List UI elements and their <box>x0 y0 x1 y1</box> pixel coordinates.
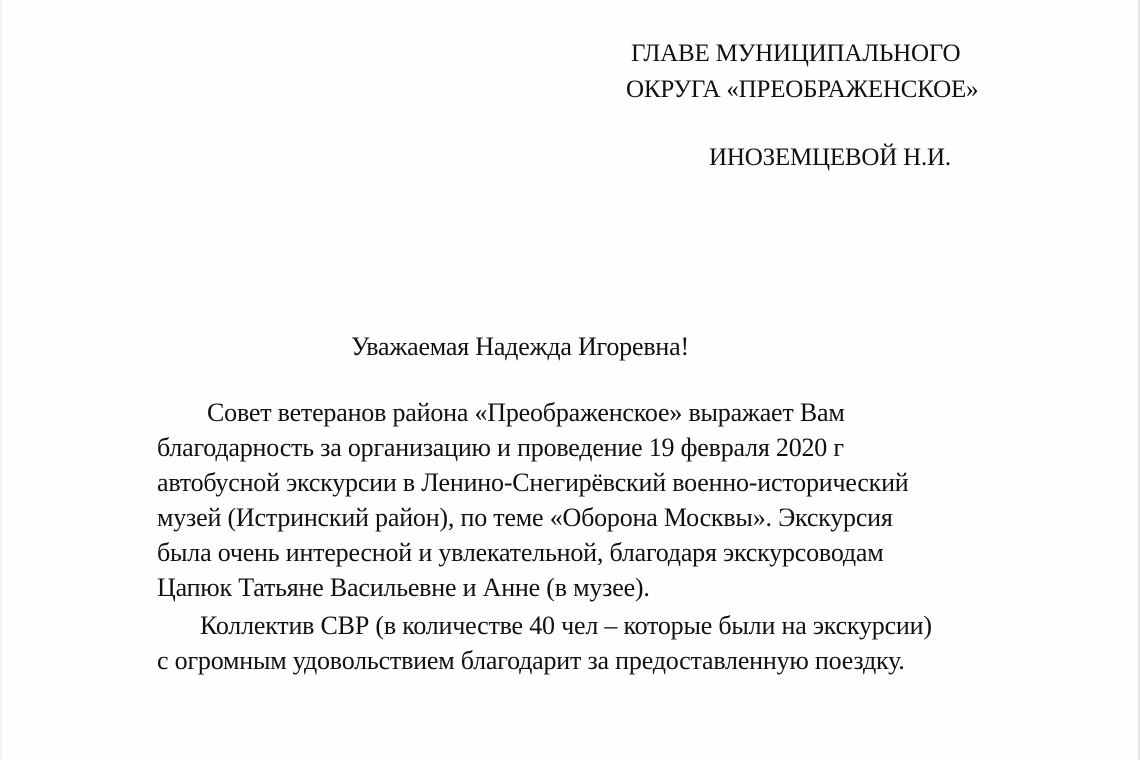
paragraph-2-line-2: с огромным удовольствием благодарит за предоставленную поездку. <box>157 646 905 675</box>
salutation: Уважаемая Надежда Игоревна! <box>351 332 689 361</box>
addressee-line-1: ГЛАВЕ МУНИЦИПАЛЬНОГО <box>631 40 961 67</box>
paragraph-1-line-3: автобусной экскурсии в Ленино-Снегирёвский военно-исторический <box>157 468 909 497</box>
paragraph-1-line-1: Совет ветеранов района «Преображенское» выражает Вам <box>207 398 845 427</box>
addressee-line-2: ОКРУГА «ПРЕОБРАЖЕНСКОЕ» <box>626 76 979 103</box>
paragraph-1-line-4: музей (Истринский район), по теме «Оборона Москвы». Экскурсия <box>157 503 893 532</box>
paragraph-1-line-2: благодарность за организацию и проведение 19 февраля 2020 г <box>157 433 844 462</box>
scan-edge-left <box>0 0 2 760</box>
paragraph-1-line-5: была очень интересной и увлекательной, благодаря экскурсоводам <box>157 538 884 567</box>
paragraph-1-line-6: Цапюк Татьяне Васильевне и Анне (в музее). <box>157 573 650 602</box>
addressee-name: ИНОЗЕМЦЕВОЙ Н.И. <box>709 144 951 171</box>
paragraph-2-line-1: Коллектив СВР (в количестве 40 чел – которые были на экскурсии) <box>200 611 932 640</box>
